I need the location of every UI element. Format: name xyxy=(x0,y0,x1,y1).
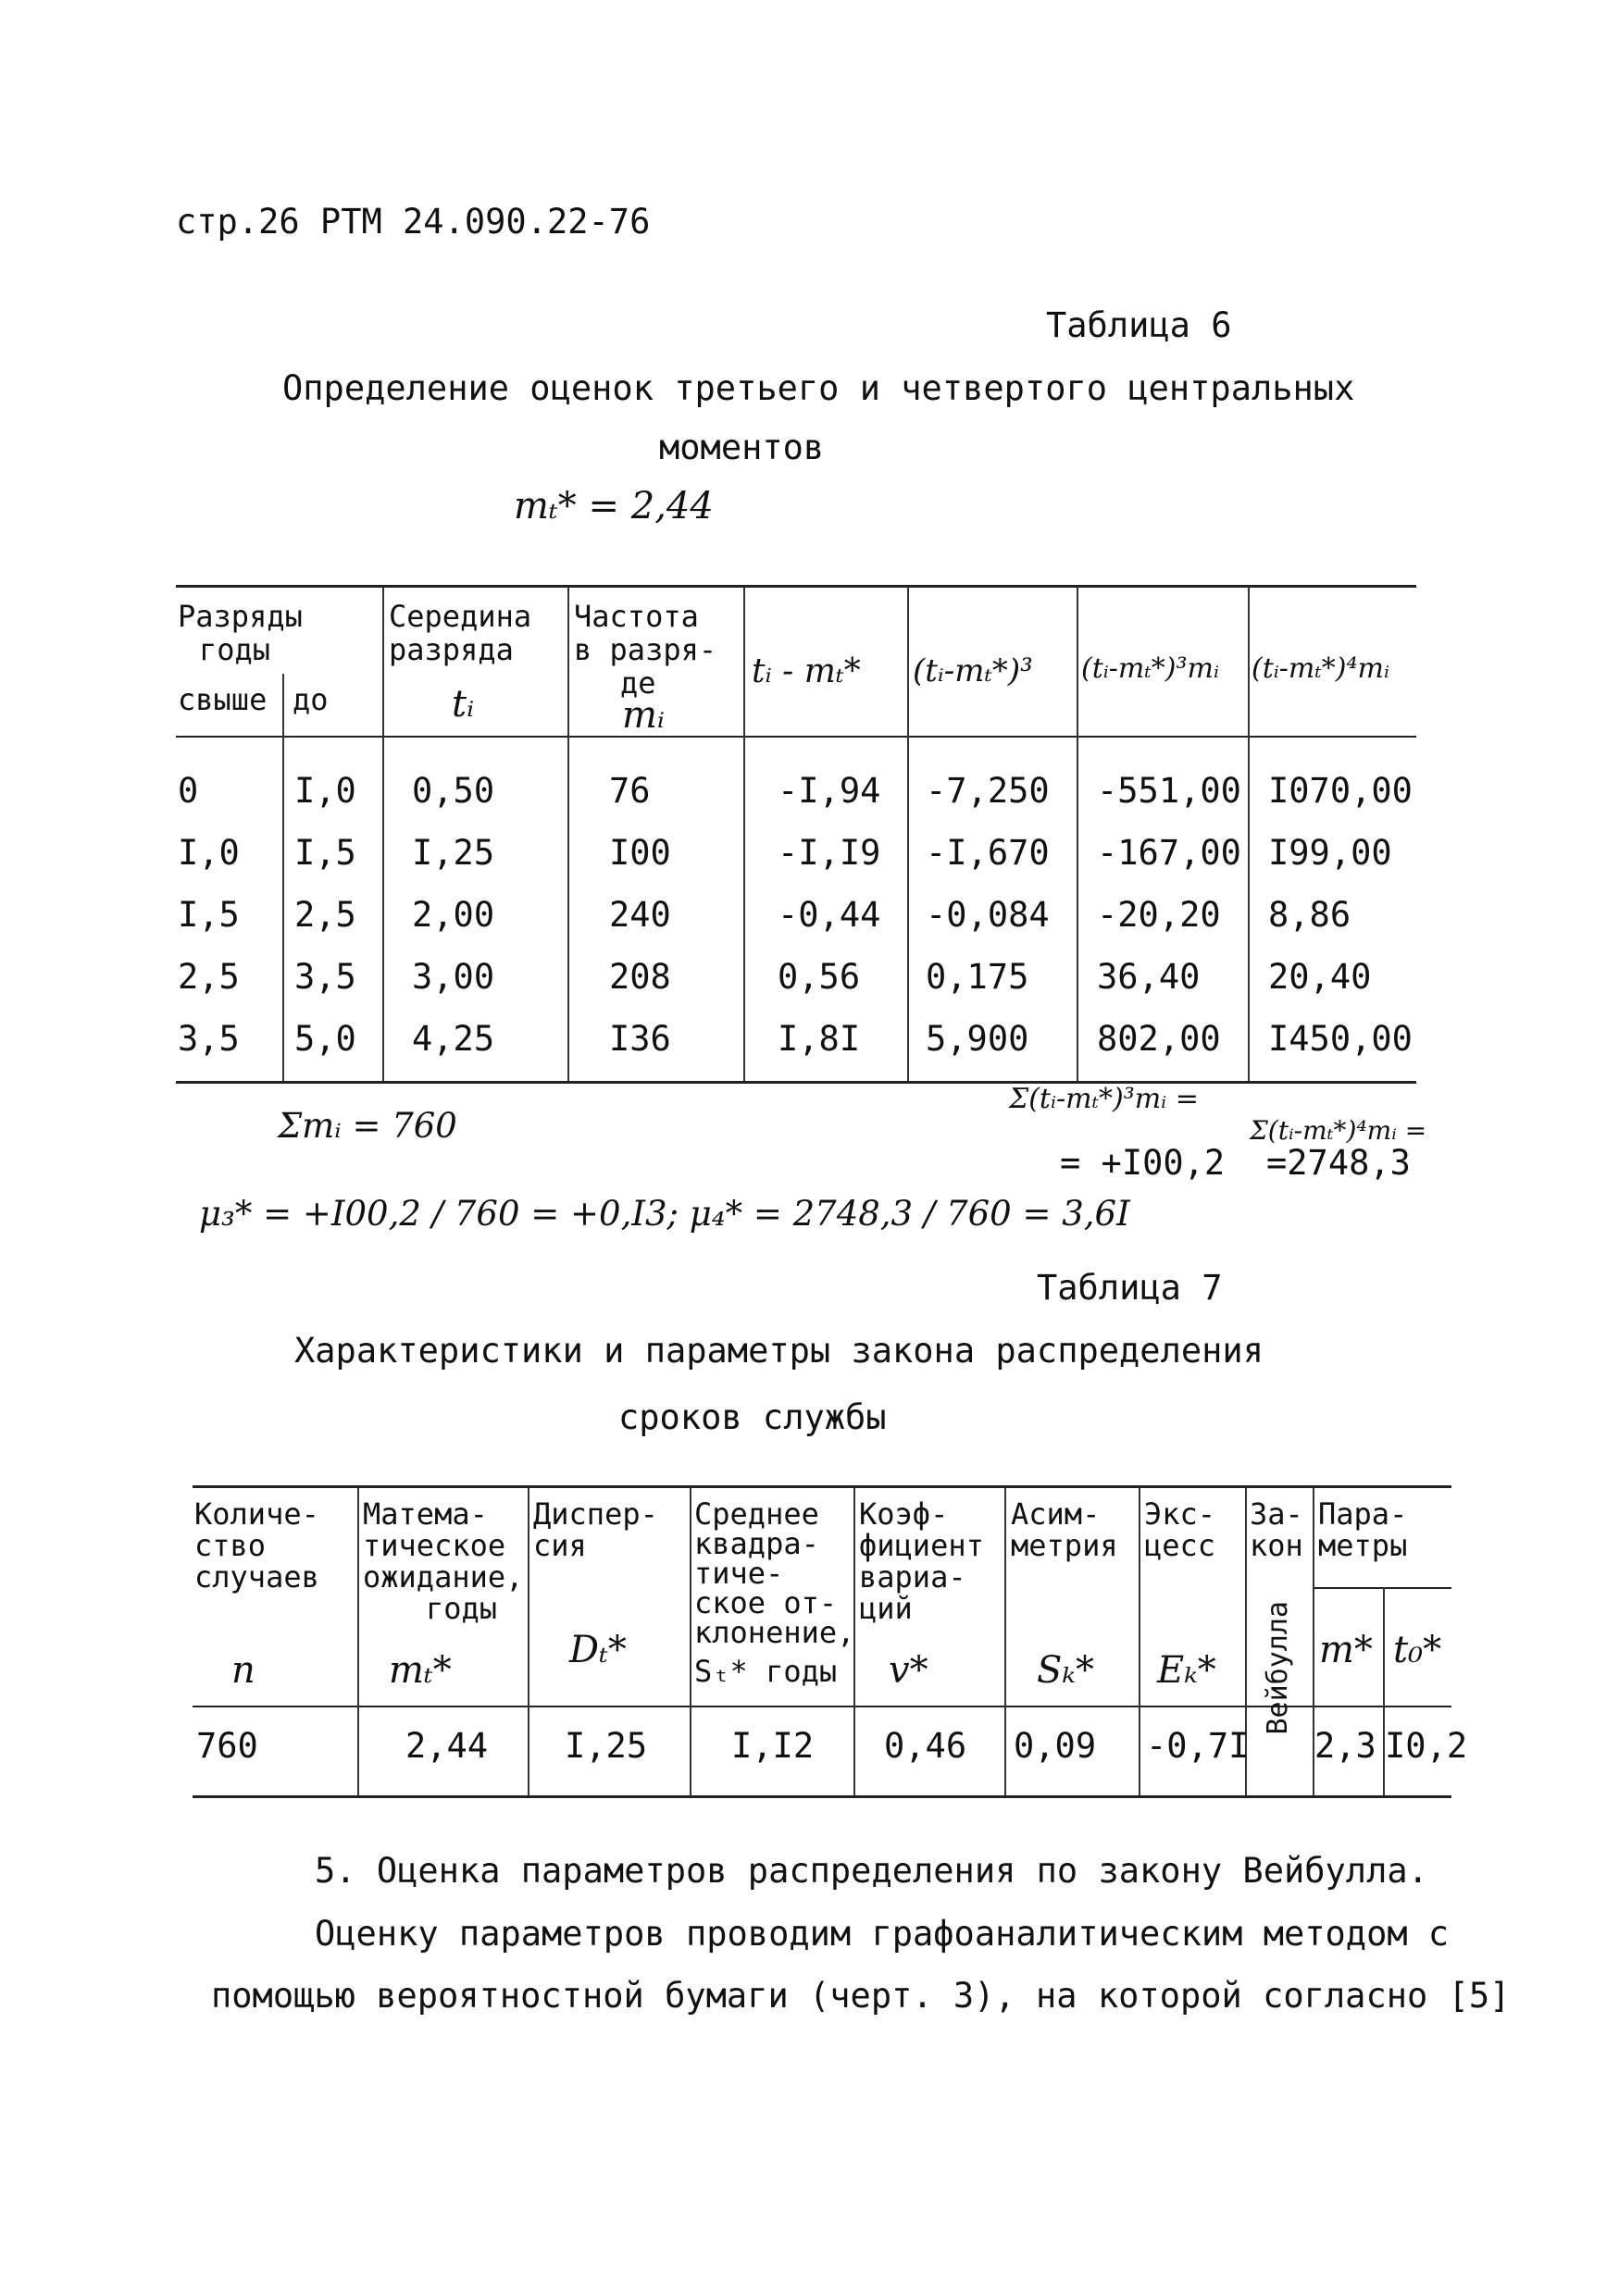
sum-frequency: Σmᵢ = 760 xyxy=(278,1106,457,1146)
cell-midpoint: 4,25 xyxy=(412,1019,495,1059)
cell-fourth-weighted: 20,40 xyxy=(1268,957,1372,997)
cell-deviation: I,8I xyxy=(778,1019,861,1059)
header-from: свыше xyxy=(178,682,268,717)
cell-to: 2,5 xyxy=(294,895,356,935)
cell-variation: 0,46 xyxy=(884,1726,967,1766)
cell-deviation-cubed: 0,175 xyxy=(926,957,1029,997)
header-midpoint-l1: Середина xyxy=(389,599,532,634)
header-frequency-symbol: mᵢ xyxy=(622,694,665,737)
sum-cubed-label: Σ(tᵢ-mₜ*)³mᵢ = xyxy=(1009,1083,1199,1115)
cell-to: I,5 xyxy=(294,833,356,873)
cell-stddev: I,I2 xyxy=(731,1726,815,1766)
header-variation-l1: Коэф- xyxy=(859,1496,949,1532)
header-asymmetry-l2: метрия xyxy=(1011,1528,1118,1563)
cell-from: I,5 xyxy=(178,895,240,935)
table7-vline xyxy=(1139,1487,1140,1795)
table6-header-rule xyxy=(176,736,1416,738)
header-variance-symbol: Dₜ* xyxy=(569,1629,627,1671)
cell-to: I,0 xyxy=(294,771,356,811)
cell-from: 2,5 xyxy=(178,957,240,997)
cell-deviation-cubed: -I,670 xyxy=(926,833,1050,873)
header-variance-l1: Диспер- xyxy=(533,1496,658,1532)
header-expectation-l3: ожидание, xyxy=(363,1559,524,1595)
cell-deviation: -0,44 xyxy=(778,895,881,935)
cell-cubed-weighted: -20,20 xyxy=(1097,895,1221,935)
header-deviation: tᵢ - mₜ* xyxy=(752,652,861,690)
header-expectation-l4: годы xyxy=(426,1591,498,1626)
header-stddev-l3: тиче- xyxy=(694,1556,784,1591)
cell-cubed-weighted: 802,00 xyxy=(1097,1019,1221,1059)
cell-param-t0: I0,2 xyxy=(1385,1726,1468,1766)
page-reference: стр.26 РТМ 24.090.22-76 xyxy=(176,202,651,242)
header-deviation-cubed: (tᵢ-mₜ*)³ xyxy=(913,652,1033,689)
header-asymmetry-l1: Асим- xyxy=(1011,1496,1101,1532)
header-variance-l2: сия xyxy=(533,1528,587,1563)
cell-frequency: 240 xyxy=(609,895,671,935)
cell-midpoint: 0,50 xyxy=(412,771,495,811)
cell-cubed-weighted: 36,40 xyxy=(1097,957,1201,997)
table7-caption: Таблица 7 xyxy=(1037,1268,1223,1308)
table7-vline xyxy=(690,1487,691,1795)
cell-from: 3,5 xyxy=(178,1019,240,1059)
header-expectation-l1: Матема- xyxy=(363,1496,488,1532)
header-excess-l2: цесс xyxy=(1144,1528,1216,1563)
cell-asymmetry: 0,09 xyxy=(1014,1726,1097,1766)
header-frequency-l2: в разря- xyxy=(574,632,717,667)
header-count-l1: Количе- xyxy=(194,1496,319,1532)
paragraph-line1: Оценку параметров проводим графоаналитическим методом с xyxy=(315,1914,1450,1954)
header-bins: Разряды xyxy=(178,599,303,634)
header-frequency-l1: Частота xyxy=(574,599,699,634)
header-stddev-l4: ское от- xyxy=(694,1585,838,1620)
header-expectation-symbol: mₜ* xyxy=(389,1649,452,1692)
table7-title-line1: Характеристики и параметры закона распределения xyxy=(294,1331,1264,1371)
cell-fourth-weighted: I070,00 xyxy=(1268,771,1413,811)
header-stddev-l6: Sₜ* годы xyxy=(694,1654,838,1689)
cell-deviation-cubed: -7,250 xyxy=(926,771,1050,811)
table7-title-line2: сроков службы xyxy=(618,1397,887,1437)
table6-vline xyxy=(567,587,569,1081)
cell-fourth-weighted: I450,00 xyxy=(1268,1019,1413,1059)
cell-cubed-weighted: -551,00 xyxy=(1097,771,1241,811)
table6-vline xyxy=(1077,587,1078,1081)
cell-deviation: -I,I9 xyxy=(778,833,881,873)
cell-frequency: 208 xyxy=(609,957,671,997)
table6-vline xyxy=(1248,587,1250,1081)
header-law-l1: За- xyxy=(1250,1496,1303,1532)
table7-vline xyxy=(528,1487,529,1795)
header-law-l2: кон xyxy=(1250,1528,1303,1563)
header-asymmetry-symbol: Sₖ* xyxy=(1037,1649,1094,1692)
table6-vline xyxy=(282,674,284,1081)
header-deviation-fourth-weighted: (tᵢ-mₜ*)⁴mᵢ xyxy=(1252,652,1389,685)
cell-to: 3,5 xyxy=(294,957,356,997)
header-stddev-l2: квадра- xyxy=(694,1526,819,1561)
table6-vline xyxy=(907,587,909,1081)
header-variation-l4: ций xyxy=(859,1591,913,1626)
header-frequency-l3: де xyxy=(620,665,656,701)
table6-bottom-rule xyxy=(176,1081,1416,1084)
table6-title-line2: моментов xyxy=(659,428,825,467)
table7-top-rule xyxy=(193,1485,1451,1488)
sum-cubed-value: = +I00,2 xyxy=(1060,1143,1226,1183)
cell-from: 0 xyxy=(178,771,199,811)
header-bins-unit: годы xyxy=(199,632,271,667)
table7-bottom-rule xyxy=(193,1795,1451,1798)
header-count-l2: ство xyxy=(194,1528,267,1563)
header-variation-symbol: v* xyxy=(889,1649,928,1692)
header-count-symbol: n xyxy=(231,1649,255,1692)
sum-fourth-label: Σ(tᵢ-mₜ*)⁴mᵢ = xyxy=(1250,1115,1427,1146)
paragraph-line2: помощью вероятностной бумаги (черт. 3), на которой согласно [5] xyxy=(211,1976,1511,2016)
cell-expectation: 2,44 xyxy=(405,1726,489,1766)
header-deviation-cubed-weighted: (tᵢ-mₜ*)³mᵢ xyxy=(1081,652,1219,685)
table6-caption: Таблица 6 xyxy=(1046,305,1232,345)
table6-mean-value: mₜ* = 2,44 xyxy=(514,485,714,527)
cell-frequency: I00 xyxy=(609,833,671,873)
cell-deviation-cubed: 5,900 xyxy=(926,1019,1029,1059)
cell-frequency: 76 xyxy=(609,771,651,811)
header-expectation-l2: тическое xyxy=(363,1528,506,1563)
table7-vline xyxy=(1004,1487,1006,1795)
table6-top-rule xyxy=(176,585,1416,588)
header-variation-l3: вариа- xyxy=(859,1559,966,1595)
cell-fourth-weighted: I99,00 xyxy=(1268,833,1392,873)
header-params-l2: метры xyxy=(1318,1528,1408,1563)
table6-vline xyxy=(743,587,745,1081)
header-param-t0-symbol: t₀* xyxy=(1393,1629,1442,1671)
cell-cubed-weighted: -167,00 xyxy=(1097,833,1241,873)
header-stddev-l5: клонение, xyxy=(694,1615,855,1650)
cell-count: 760 xyxy=(196,1726,258,1766)
header-variation-l2: фициент xyxy=(859,1528,984,1563)
section-title: 5. Оценка параметров распределения по закону Вейбулла. xyxy=(315,1851,1428,1891)
cell-midpoint: 3,00 xyxy=(412,957,495,997)
table7-vline xyxy=(357,1487,359,1795)
cell-midpoint: I,25 xyxy=(412,833,495,873)
cell-deviation: 0,56 xyxy=(778,957,861,997)
header-param-m-symbol: m* xyxy=(1319,1629,1373,1671)
cell-to: 5,0 xyxy=(294,1019,356,1059)
table6-title-line1: Определение оценок третьего и четвертого центральных xyxy=(282,368,1355,408)
cell-variance: I,25 xyxy=(565,1726,648,1766)
table7-params-subrule xyxy=(1313,1587,1451,1589)
cell-excess: -0,7I xyxy=(1146,1726,1250,1766)
header-params-l1: Пара- xyxy=(1318,1496,1408,1532)
cell-param-m: 2,3 xyxy=(1314,1726,1376,1766)
cell-deviation: -I,94 xyxy=(778,771,881,811)
header-excess-l1: Экс- xyxy=(1144,1496,1216,1532)
header-midpoint-l2: разряда xyxy=(389,632,514,667)
cell-fourth-weighted: 8,86 xyxy=(1268,895,1351,935)
header-to: до xyxy=(293,682,329,717)
cell-deviation-cubed: -0,084 xyxy=(926,895,1050,935)
sum-fourth-value: =2748,3 xyxy=(1266,1143,1411,1183)
cell-from: I,0 xyxy=(178,833,240,873)
central-moments-formula: μ₃* = +I00,2 / 760 = +0,I3; μ₄* = 2748,3 / 760 = 3,6I xyxy=(199,1194,1130,1234)
law-name-weibull: Вейбулла xyxy=(1262,1601,1294,1735)
header-excess-symbol: Eₖ* xyxy=(1157,1649,1216,1692)
header-stddev-l1: Среднее xyxy=(694,1496,819,1532)
header-count-l3: случаев xyxy=(194,1559,319,1595)
cell-midpoint: 2,00 xyxy=(412,895,495,935)
cell-frequency: I36 xyxy=(609,1019,671,1059)
header-midpoint-symbol: tᵢ xyxy=(452,683,475,726)
table6-vline xyxy=(382,587,384,1081)
